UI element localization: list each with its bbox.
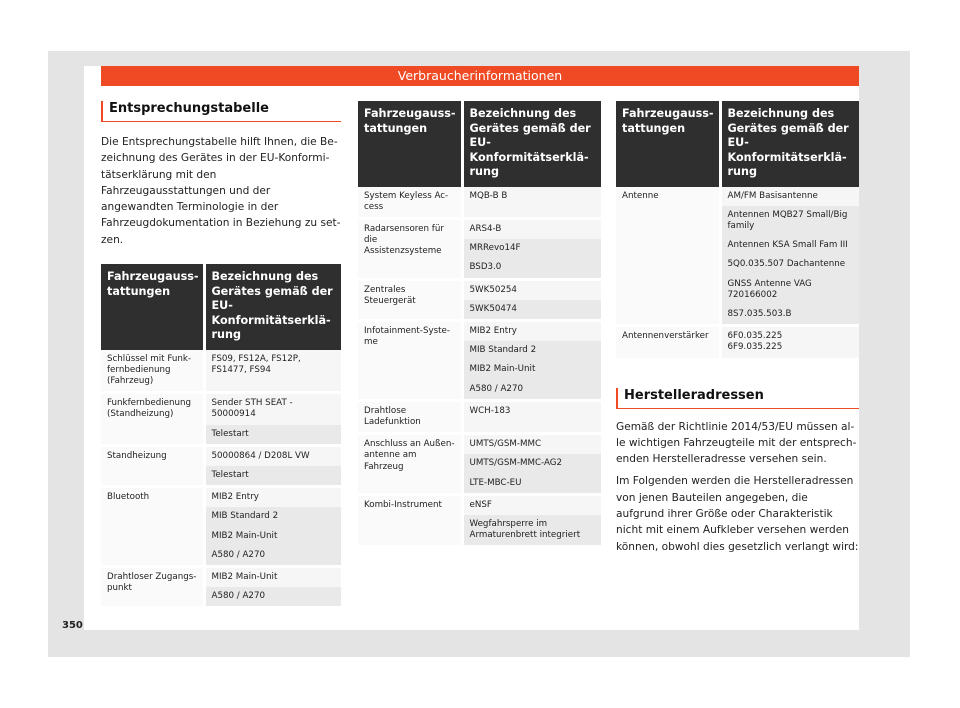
designation-cell: MIB2 Main-Unit — [204, 568, 341, 587]
designation-cell: Wegfahrsperre im Armaturenbrett integriert — [462, 515, 601, 545]
designation-cell: A580 / A270 — [204, 587, 341, 606]
equipment-cell: Schlüssel mit Funkfernbedienung (Fahrzeug) — [101, 350, 204, 392]
designation-cell: MIB Standard 2 — [204, 507, 341, 526]
column-header-equipment: Fahrzeugausstattungen — [358, 101, 462, 187]
designation-cell: A580 / A270 — [204, 546, 341, 565]
designation-cell: 5Q0.035.507 Dachantenne — [720, 255, 859, 274]
designation-cell: MIB2 Entry — [204, 488, 341, 507]
table-row — [358, 281, 601, 300]
left-column — [101, 101, 341, 606]
designation-cell: FS09, FS12A, FS12P, FS1477, FS94 — [204, 350, 341, 392]
designation-cell: 50000864 / D208L VW — [204, 447, 341, 466]
equipment-cell: Antenne — [616, 187, 720, 325]
equipment-cell: Drahtloser Zugangspunkt — [101, 568, 204, 606]
designation-cell: eNSF — [462, 496, 601, 515]
designation-cell: 6F0.035.225 6F9.035.225 — [720, 327, 859, 357]
equipment-cell: Infotainment-Systeme — [358, 322, 462, 399]
designation-cell: MIB2 Entry — [462, 322, 601, 341]
section-title-herstelleradressen: Herstelleradressen — [616, 388, 859, 409]
manufacturer-paragraph-2: Im Folgenden werden die Herstelleradressen von jenen Bauteilen angegeben, die aufgrund ihrer Größe oder Charakteristik nicht mit einem Aufkleber versehen werden können, obwohl dies gesetzlich verlangt wird: — [616, 475, 859, 553]
designation-cell: A580 / A270 — [462, 380, 601, 399]
equipment-cell: Bluetooth — [101, 488, 204, 565]
table-row — [101, 350, 341, 392]
designation-cell: Telestart — [204, 466, 341, 485]
equipment-cell: Kombi-Instrument — [358, 496, 462, 546]
designation-cell: GNSS Antenne VAG 720166002 — [720, 275, 859, 305]
intro-paragraph: Die Entsprechungstabelle hilft Ihnen, die Bezeichnung des Gerätes in der EU-Konformitätserklärung mit den Fahrzeugausstattungen und der angewandten Terminologie in der Fahrzeugdokumentation in Beziehung zu setzen. — [101, 136, 341, 246]
designation-cell: ARS4-B — [462, 220, 601, 239]
designation-cell: WCH-183 — [462, 402, 601, 432]
table-row — [358, 402, 601, 432]
table-row — [616, 187, 859, 206]
designation-cell: Antennen MQB27 Small/Big family — [720, 206, 859, 236]
designation-cell: UMTS/GSM-MMC — [462, 435, 601, 454]
designation-cell: 5WK50254 — [462, 281, 601, 300]
table-row — [358, 322, 601, 341]
equipment-cell: Anschluss an Außenantenne am Fahrzeug — [358, 435, 462, 493]
table-row — [358, 496, 601, 515]
equipment-cell: Radarsensoren für die Assistenzsysteme — [358, 220, 462, 278]
table-row — [358, 187, 601, 217]
designation-cell: Antennen KSA Small Fam III — [720, 236, 859, 255]
designation-cell: Sender STH SEAT - 50000914 — [204, 394, 341, 424]
right-column — [616, 101, 859, 555]
equipment-cell: Drahtlose Ladefunktion — [358, 402, 462, 432]
designation-cell: AM/FM Basisantenne — [720, 187, 859, 206]
header-banner: Verbraucherinformationen — [101, 66, 859, 86]
table-row — [616, 327, 859, 357]
column-header-designation: Bezeichnung des Gerätes gemäß der EU-Konformitätserklärung — [462, 101, 601, 187]
designation-cell: 5WK50474 — [462, 300, 601, 319]
designation-cell: UMTS/GSM-MMC-AG2 — [462, 454, 601, 473]
correspondence-table-left — [101, 264, 341, 606]
equipment-cell: Zentrales Steuergerät — [358, 281, 462, 319]
column-header-designation: Bezeichnung des Gerätes gemäß der EU-Konformitätserklärung — [204, 264, 341, 350]
equipment-cell: Funkfernbedienung (Standheizung) — [101, 394, 204, 444]
table-row — [101, 568, 341, 587]
designation-cell: MIB2 Main-Unit — [204, 527, 341, 546]
column-header-equipment: Fahrzeugausstattungen — [616, 101, 720, 187]
correspondence-table-right — [616, 101, 859, 358]
designation-cell: MQB-B B — [462, 187, 601, 217]
section-title-entsprechungstabelle: Entsprechungstabelle — [101, 101, 341, 122]
designation-cell: MRRevo14F — [462, 239, 601, 258]
table-row — [358, 220, 601, 239]
page-number: 350 — [62, 620, 83, 631]
table-row — [358, 435, 601, 454]
equipment-cell: System Keyless Access — [358, 187, 462, 217]
column-header-equipment: Fahrzeugausstattungen — [101, 264, 204, 350]
designation-cell: MIB Standard 2 — [462, 341, 601, 360]
table-row — [101, 488, 341, 507]
column-header-designation: Bezeichnung des Gerätes gemäß der EU-Konformitätserklärung — [720, 101, 859, 187]
designation-cell: LTE-MBC-EU — [462, 474, 601, 493]
designation-cell: BSD3.0 — [462, 258, 601, 277]
middle-column — [358, 101, 601, 545]
correspondence-table-middle — [358, 101, 601, 545]
designation-cell: Telestart — [204, 425, 341, 444]
manufacturer-paragraph-1: Gemäß der Richtlinie 2014/53/EU müssen alle wichtigen Fahrzeugteile mit der entsprechenden Herstelleradresse versehen sein. — [616, 420, 857, 466]
equipment-cell: Antennenverstärker — [616, 327, 720, 357]
equipment-cell: Standheizung — [101, 447, 204, 485]
table-row — [101, 447, 341, 466]
table-row — [101, 394, 341, 424]
designation-cell: 8S7.035.503.B — [720, 305, 859, 324]
designation-cell: MIB2 Main-Unit — [462, 360, 601, 379]
